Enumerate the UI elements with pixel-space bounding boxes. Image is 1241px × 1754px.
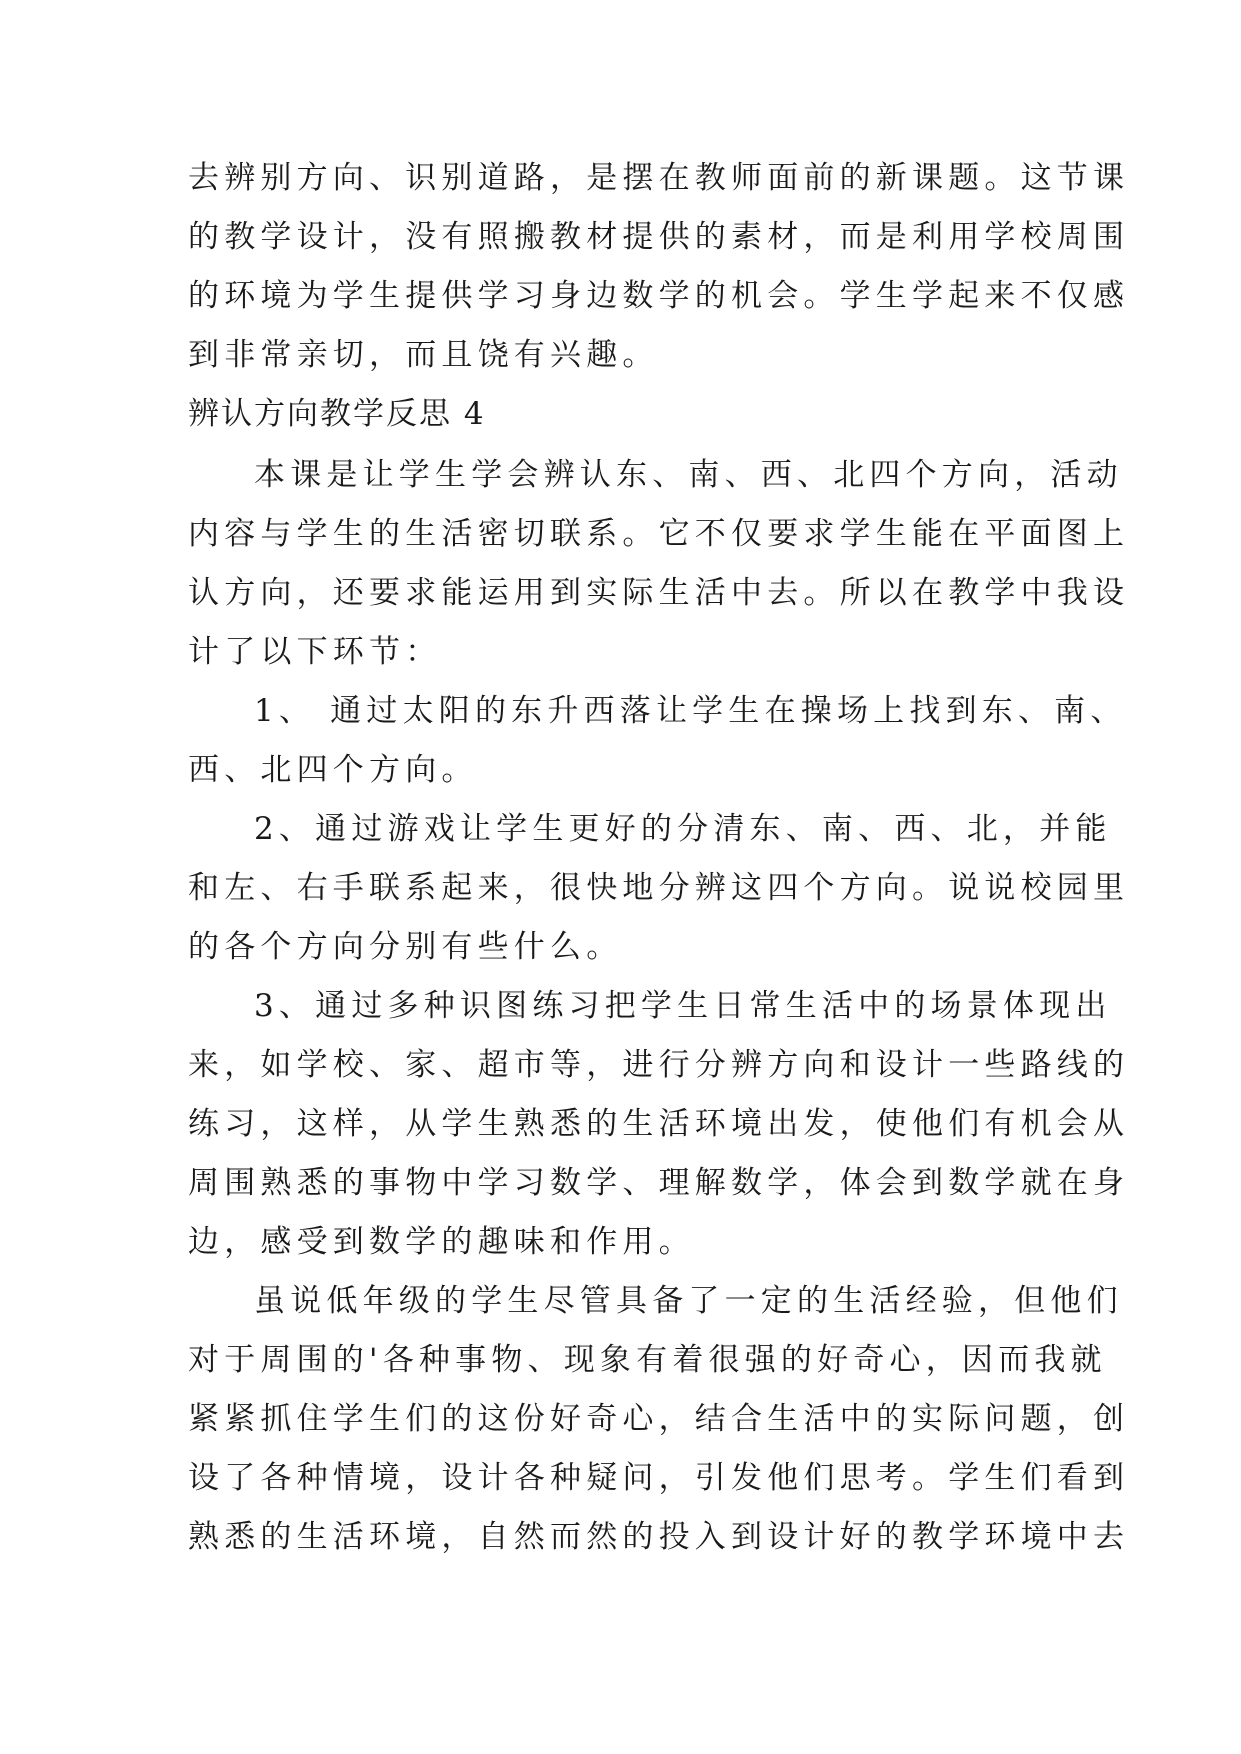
section-title: 辨认方向教学反思 4 [188,396,486,432]
text-line: 对于周围的'各种事物、现象有着很强的好奇心，因而我就 [188,1342,1107,1378]
text-line: 到非常亲切，而且饶有兴趣。 [188,337,659,373]
text-line: 内容与学生的生活密切联系。它不仅要求学生能在平面图上 [188,516,1130,552]
paragraph-first-line: 虽说低年级的学生尽管具备了一定的生活经验，但他们 [254,1283,1123,1319]
text-line: 练习，这样，从学生熟悉的生活环境出发，使他们有机会从 [188,1106,1130,1142]
text-line: 的各个方向分别有些什么。 [188,929,623,965]
text-line: 西、北四个方向。 [188,752,478,788]
text-line: 的教学设计，没有照搬教材提供的素材，而是利用学校周围 [188,219,1130,255]
list-item-1-first-line: 1、 通过太阳的东升西落让学生在操场上找到东、南、 [254,693,1127,729]
text-line: 和左、右手联系起来，很快地分辨这四个方向。说说校园里 [188,870,1130,906]
text-line: 的环境为学生提供学习身边数学的机会。学生学起来不仅感 [188,278,1130,314]
paragraph-first-line: 本课是让学生学会辨认东、南、西、北四个方向，活动 [254,457,1123,493]
text-line: 紧紧抓住学生们的这份好奇心，结合生活中的实际问题，创 [188,1401,1130,1437]
list-item-3-first-line: 3、通过多种识图练习把学生日常生活中的场景体现出 [254,988,1112,1024]
text-line: 去辨别方向、识别道路，是摆在教师面前的新课题。这节课 [188,160,1130,196]
list-item-2-first-line: 2、通过游戏让学生更好的分清东、南、西、北，并能 [254,811,1112,847]
text-line: 计了以下环节： [188,634,442,670]
text-line: 认方向，还要求能运用到实际生活中去。所以在教学中我设 [188,575,1130,611]
text-line: 周围熟悉的事物中学习数学、理解数学，体会到数学就在身 [188,1165,1130,1201]
text-line: 来，如学校、家、超市等，进行分辨方向和设计一些路线的 [188,1047,1130,1083]
text-line: 边，感受到数学的趣味和作用。 [188,1224,695,1260]
text-line: 熟悉的生活环境，自然而然的投入到设计好的教学环境中去 [188,1519,1130,1555]
text-line: 设了各种情境，设计各种疑问，引发他们思考。学生们看到 [188,1460,1130,1496]
